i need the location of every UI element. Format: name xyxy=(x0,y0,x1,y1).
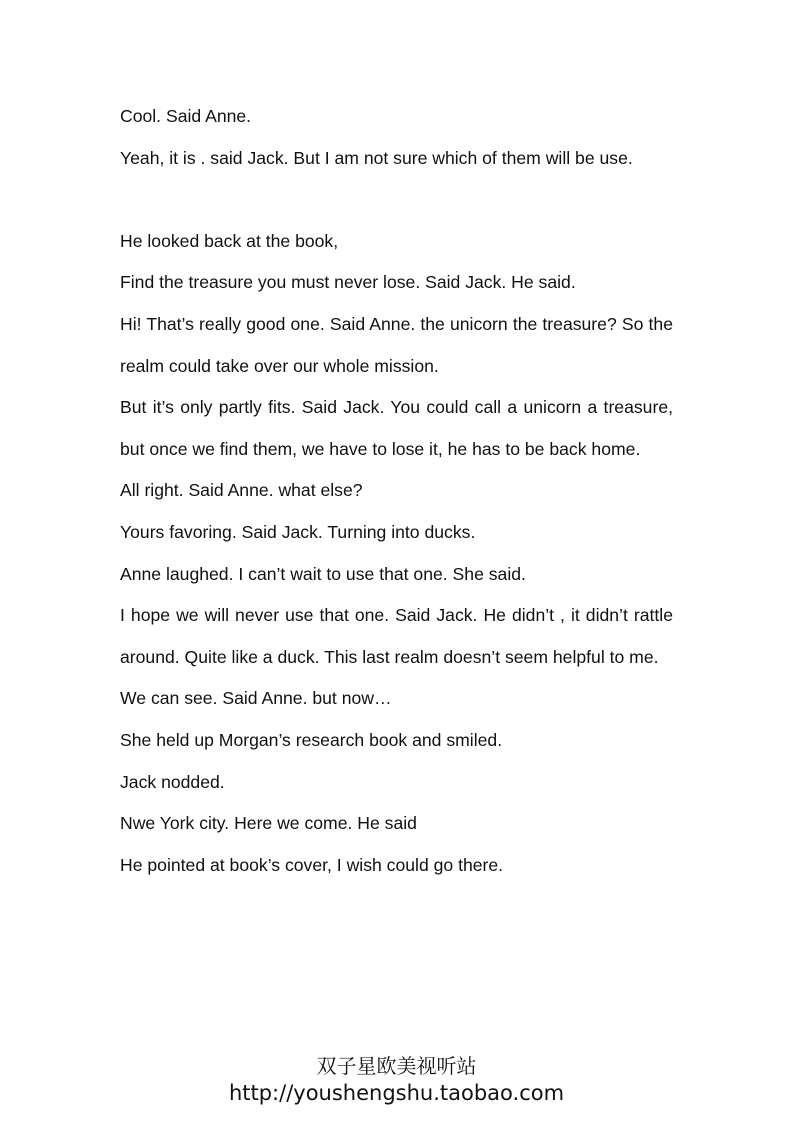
paragraph: Yours favoring. Said Jack. Turning into ducks. xyxy=(120,521,476,542)
paragraph: Cool. Said Anne. xyxy=(120,106,252,126)
paragraph: All right. Said Anne. what else? xyxy=(120,480,363,501)
paragraph: She held up Morgan’s research book and smiled. xyxy=(120,729,503,750)
paragraph: Yeah, it is . said Jack. But I am not sure which of them will be use. xyxy=(120,147,633,168)
paragraph: We can see. Said Anne. but now… xyxy=(120,688,392,709)
blank-line xyxy=(120,179,673,221)
paragraph: Find the treasure you must never lose. Said Jack. He said. xyxy=(120,272,576,293)
footer-url: http://youshengshu.taobao.com xyxy=(228,1081,565,1105)
paragraph: Nwe York city. Here we come. He said xyxy=(120,813,417,834)
paragraph: Hi! That’s really good one. Said Anne. the unicorn the treasure? So the realm could take over our whole mission. xyxy=(120,313,673,376)
paragraph: But it’s only partly fits. Said Jack. You could call a unicorn a treasure, but once we find them, we have to lose it, he has to be back home. xyxy=(120,397,673,459)
paragraph: I hope we will never use that one. Said Jack. He didn’t , it didn’t rattle around. Quite like a duck. This last realm doesn’t seem helpful to me. xyxy=(120,605,673,667)
paragraph: He looked back at the book, xyxy=(120,230,339,251)
paragraph: Jack nodded. xyxy=(120,771,225,792)
paragraph: He pointed at book’s cover, I wish could go there. xyxy=(120,854,504,875)
paragraph: Anne laughed. I can’t wait to use that one. She said. xyxy=(120,563,526,584)
footer-shop-name: 双子星欧美视听站 xyxy=(316,1054,477,1078)
story-text xyxy=(120,96,673,886)
